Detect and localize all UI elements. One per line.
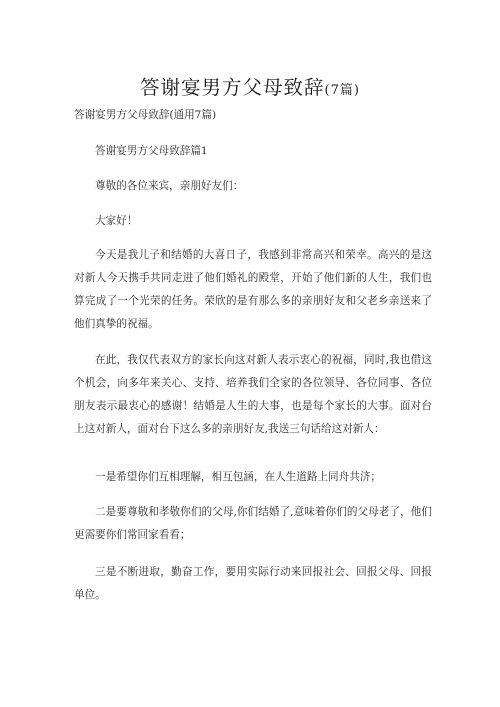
paragraph-1: 今天是我儿子和结婚的大喜日子，我感到非常高兴和荣幸。高兴的是这对新人今天携手共同走进了他们婚礼的殿堂，开始了他们新的人生，我们也算完成了一个光荣的任务。荣欣的是有那么多的亲朋好友和父老乡亲送来了他们真挚的祝福。 [74, 249, 432, 330]
section-heading: 答谢宴男方父母致辞篇1 [95, 145, 208, 157]
document-title [0, 76, 500, 103]
document-subtitle: 答谢宴男方父母致辞(通用7篇) [74, 109, 217, 121]
paragraph-point-3: 三是不断进取，勤奋工作，要用实际行动来回报社会、回报父母、回报单位。 [74, 566, 432, 601]
paragraph-point-2: 二是要尊敬和孝敬你们的父母,你们结婚了,意味着你们的父母老了，他们更需要你们常回家看看； [74, 506, 432, 541]
paragraph-point-1: 一是希望你们互相理解，相互包涵，在人生道路上同舟共济； [95, 471, 382, 483]
paragraph-2: 在此，我仅代表双方的家长向这对新人表示衷心的祝福，同时,我也借这个机会，向多年来关心、支持、培养我们全家的各位领导、各位同事、各位朋友表示最衷心的感谢！结婚是人生的大事，也是每个家长的大事。面对台上这对新人，面对台下这么多的亲朋好友,我送三句话给这对新人： [74, 354, 432, 435]
title-suffix: (7篇) [324, 83, 360, 98]
paragraph-greeting: 尊敬的各位来宾，亲朋好友们： [95, 180, 244, 192]
title-main: 答谢宴男方父母致辞 [140, 76, 325, 99]
paragraph-hello: 大家好！ [95, 215, 138, 227]
